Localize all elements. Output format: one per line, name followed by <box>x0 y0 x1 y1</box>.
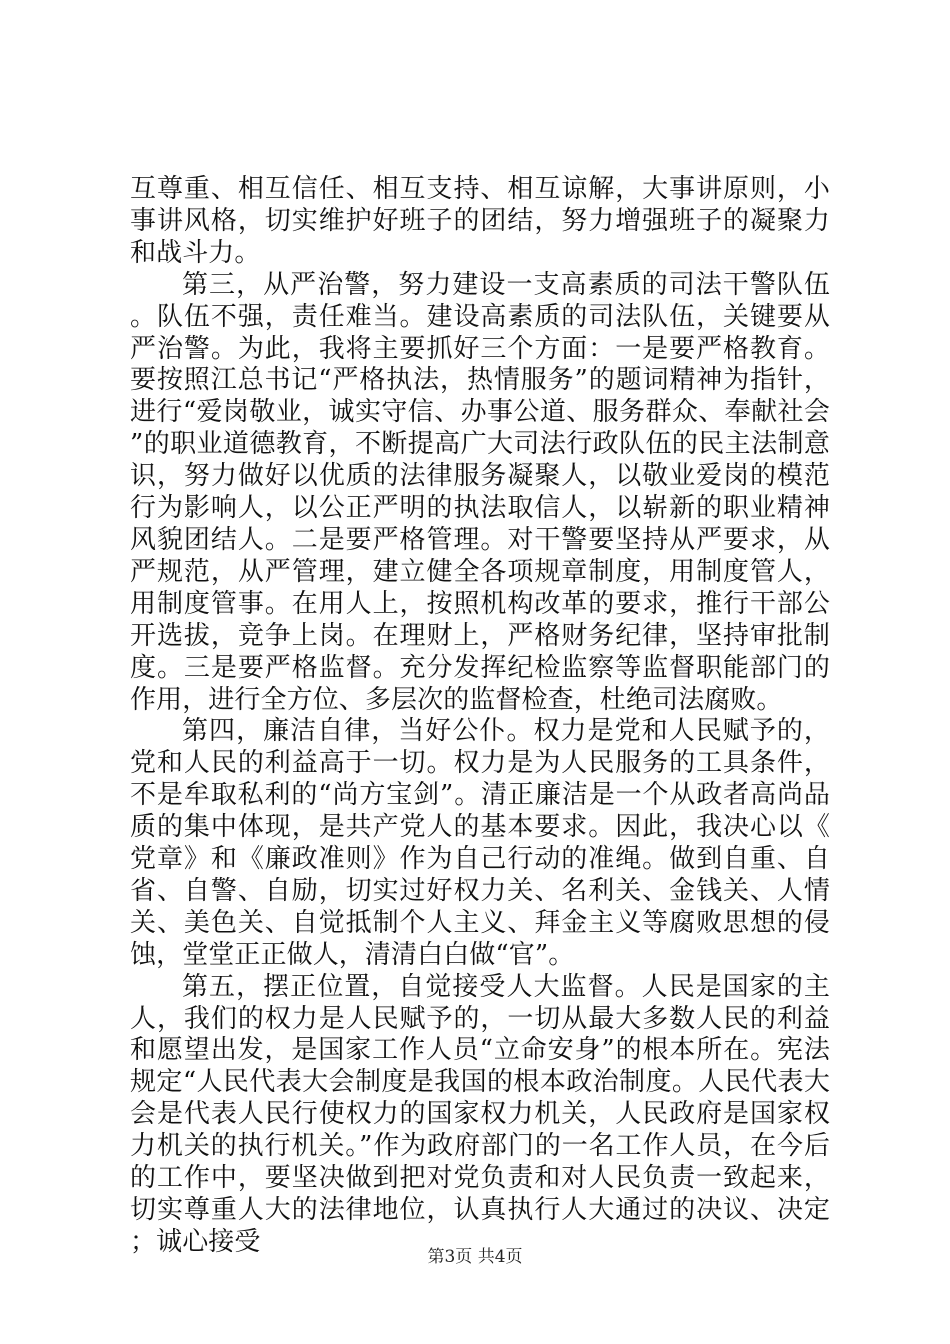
paragraph-3: 第四，廉洁自律，当好公仆。权力是党和人民赋予的，党和人民的利益高于一切。权力是为人民服务的工具条件，不是牟取私利的“尚方宝剑”。清正廉洁是一个从政者高尚品质的集中体现，是共产党人的基本要求。因此，我决心以《党章》和《廉政准则》作为自己行动的准绳。做到自重、自省、自警、自励，切实过好权力关、名利关、金钱关、人情关、美色关、自觉抵制个人主义、拜金主义等腐败思想的侵蚀，堂堂正正做人，清清白白做“官”。 <box>130 716 830 970</box>
page-footer: 第3页 共4页 <box>427 1247 523 1267</box>
paragraph-4: 第五，摆正位置，自觉接受人大监督。人民是国家的主人，我们的权力是人民赋予的，一切从最大多数人民的利益和愿望出发，是国家工作人员“立命安身”的根本所在。宪法规定“人民代表大会制度是我国的根本政治制度。人民代表大会是代表人民行使权力的国家权力机关，人民政府是国家权力机关的执行机关。”作为政府部门的一名工作人员，在今后的工作中，要坚决做到把对党负责和对人民负责一致起来，切实尊重人大的法律地位，认真执行人大通过的决议、决定；诚心接受 <box>130 971 830 1257</box>
document-body <box>130 174 830 1259</box>
paragraph-2: 第三，从严治警，努力建设一支高素质的司法干警队伍。队伍不强，责任难当。建设高素质的司法队伍，关键要从严治警。为此，我将主要抓好三个方面：一是要严格教育。要按照江总书记“严格执法，热情服务”的题词精神为指针，进行“爱岗敬业，诚实守信、办事公道、服务群众、奉献社会”的职业道德教育，不断提高广大司法行政队伍的民主法制意识，努力做好以优质的法律服务凝聚人，以敬业爱岗的模范行为影响人，以公正严明的执法取信人，以崭新的职业精神风貌团结人。二是要严格管理。对干警要坚持从严要求，从严规范，从严管理，建立健全各项规章制度，用制度管人，用制度管事。在用人上，按照机构改革的要求，推行干部公开选拔，竞争上岗。在理财上，严格财务纪律，坚持审批制度。三是要严格监督。充分发挥纪检监察等监督职能部门的作用，进行全方位、多层次的监督检查，杜绝司法腐败。 <box>130 269 830 715</box>
paragraph-1: 互尊重、相互信任、相互支持、相互谅解，大事讲原则，小事讲风格，切实维护好班子的团结，努力增强班子的凝聚力和战斗力。 <box>130 174 830 268</box>
